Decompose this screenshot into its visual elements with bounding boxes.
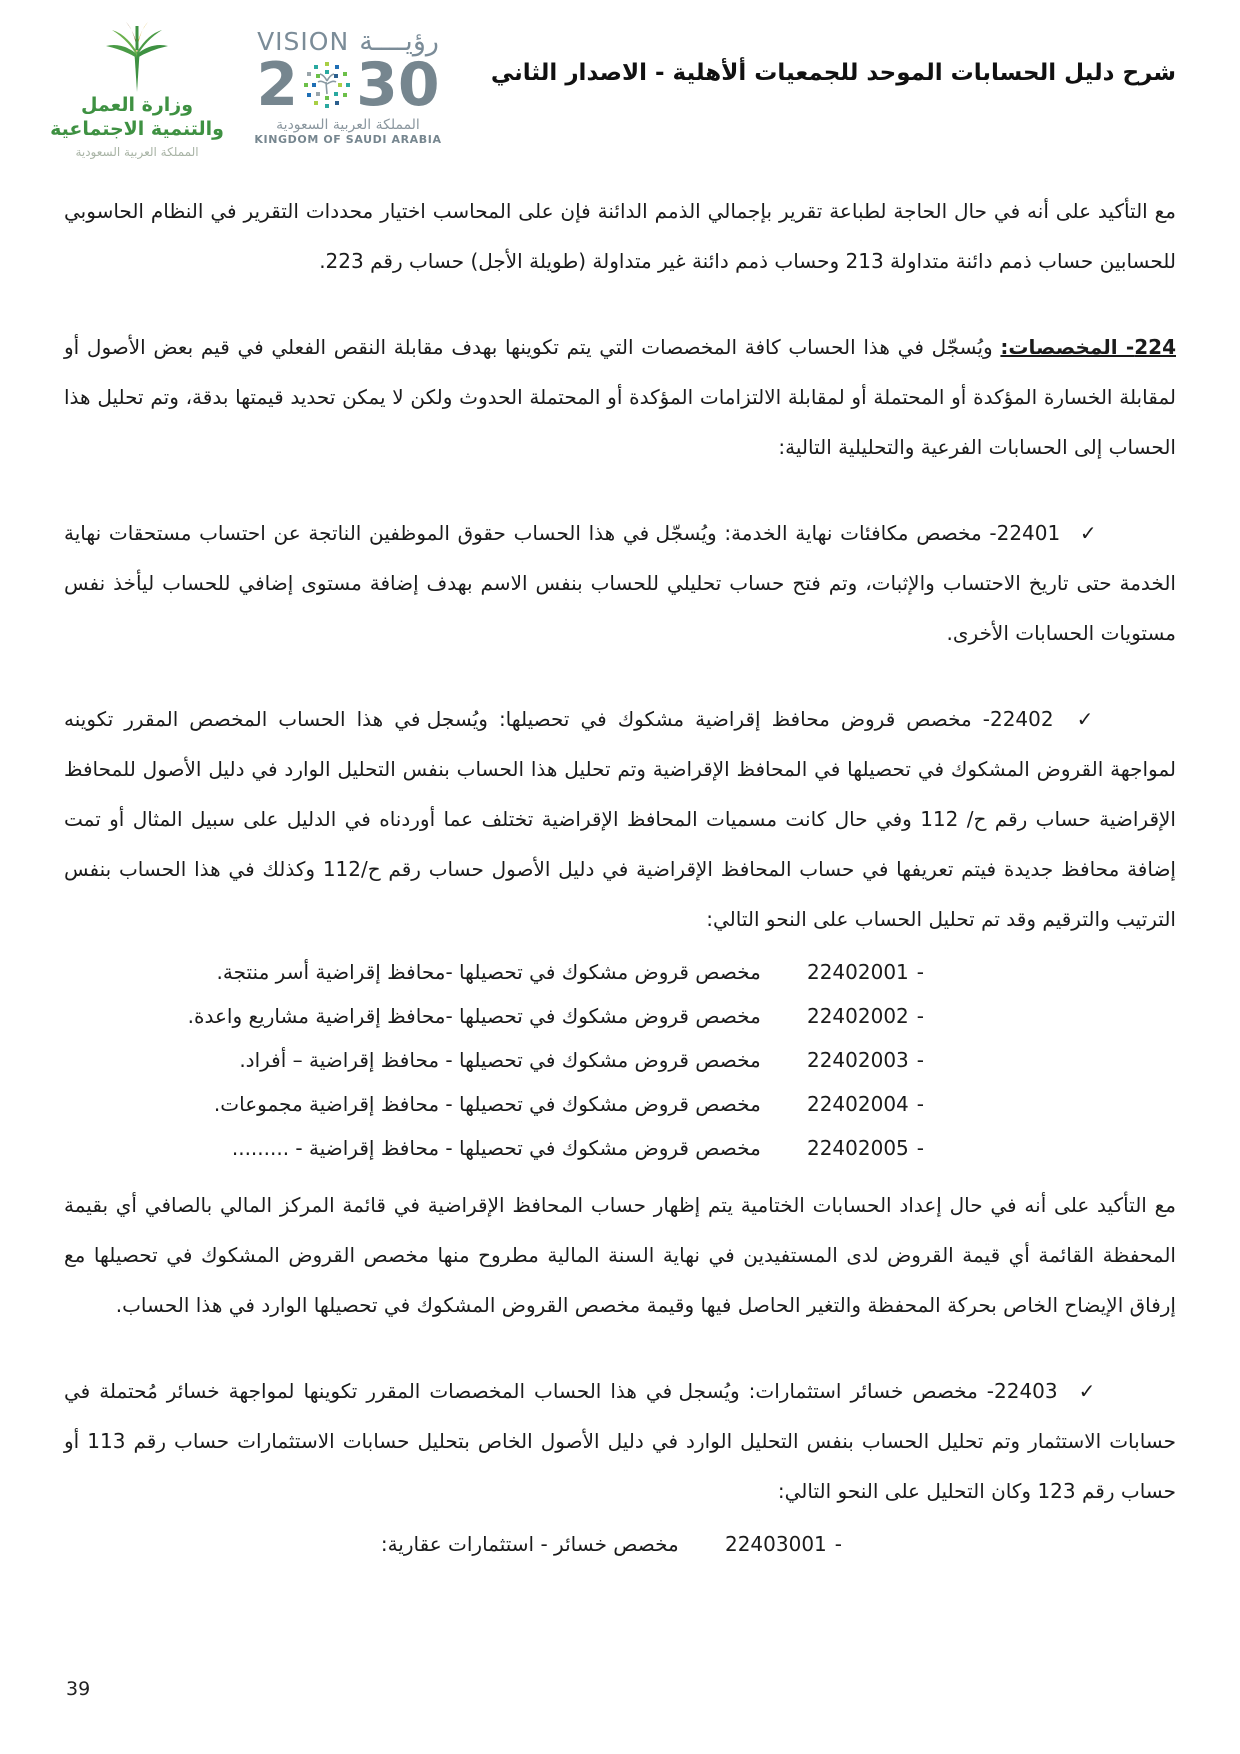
closing-accounts-paragraph: مع التأكيد على أنه في حال إعداد الحسابات الختامية يتم إظهار حساب المحافظ الإقراضية في قائمة المركز المالي بالصافي أي بقيمة المحفظة القائمة أي قيمة القروض لدى المستفيدين في نهاية السنة المالية مطروح منها مخصص القروض المشكوك في تحصيلها مع إرفاق الإيضاح الخاص بحركة المحفظة والتغير الحاصل فيها وقيمة مخصص القروض المشكوك في تحصيلها الوارد في هذا الحساب. [64, 1193, 1176, 1317]
document-body [64, 186, 1176, 1576]
section-224-text: ويُسجّل في هذا الحساب كافة المخصصات التي يتم تكوينها بهدف مقابلة النقص الفعلي في قيم بعض الأصول أو لمقابلة الخسارة المؤكدة أو المحتملة أو لمقابلة الالتزامات المؤكدة أو المحتملة الحدوث ولكن لا يمكن تحديد قيمتها بدقة، وتم تحليل هذا الحساب إلى الحسابات الفرعية والتحليلية التالية: [64, 335, 1176, 459]
vision-2030-logo [238, 26, 458, 146]
account-item-text: ويُسجّل في هذا الحساب حقوق الموظفين الناتجة عن احتساب مستحقات نهاية الخدمة حتى تاريخ الاحتساب والإثبات، وتم فتح حساب تحليلي للحساب بنفس الاسم بهدف إضافة مستوى إضافي للحساب ليأخذ نفس مستويات الحسابات الأخرى. [64, 521, 1176, 645]
sub-account-row [64, 1126, 1176, 1170]
vision-word-ar: رؤيــــة [359, 26, 439, 57]
checkmark-icon: ✓ [1076, 707, 1099, 731]
intro-paragraph: مع التأكيد على أنه في حال الحاجة لطباعة تقرير بإجمالي الذمم الدائنة فإن على المحاسب اختيار محددات التقرير في النظام الحاسوبي للحسابين حساب ذمم دائنة متداولة 213 وحساب ذمم دائنة غير متداولة (طويلة الأجل) حساب رقم 223. [64, 199, 1176, 273]
vision-2030-emblem-icon [300, 58, 354, 112]
document-title: شرح دليل الحسابات الموحد للجمعيات ألأهلية - الاصدار الثاني [490, 60, 1176, 86]
section-224-heading: 224- المخصصات: [1000, 335, 1176, 359]
account-item-text: ويُسجل في هذا الحساب المخصص المقرر تكوينه لمواجهة القروض المشكوك في تحصيلها في المحافظ الإقراضية وتم تحليل هذا الحساب بنفس التحليل الوارد في دليل الأصول للمحافظ الإقراضية حساب رقم ح/ 112 وفي حال كانت مسميات المحافظ الإقراضية تختلف عما أوردناه في الدليل على سبيل المثال أو تمت إضافة محافظ جديدة فيتم تعريفها في حساب المحافظ الإقراضية في دليل الأصول حساب رقم ح/112 وكذلك في هذا الحساب بنفس الترتيب والترقيم وقد تم تحليل الحساب على النحو التالي: [64, 707, 1176, 931]
section-224-paragraph [64, 322, 1176, 472]
sub-account-code: 22402005 [806, 1136, 909, 1160]
sub-account-code: 22402003 [806, 1048, 909, 1072]
account-item-label: 22401- مخصص مكافئات نهاية الخدمة: [724, 521, 1061, 545]
page-number: 39 [66, 1678, 91, 1700]
account-item-label: 22402- مخصص قروض محافظ إقراضية مشكوك في تحصيلها: [498, 707, 1054, 731]
sub-account-row [64, 994, 1176, 1038]
sub-account-row [64, 1082, 1176, 1126]
sub-account-desc: مخصص قروض مشكوك في تحصيلها -محافظ إقراضية أسر منتجة. [216, 960, 761, 984]
sub-account-code: 22403001 [724, 1532, 827, 1556]
sub-account-list-22402 [64, 950, 1176, 1170]
ministry-name-line2: والتنمية الاجتماعية [50, 117, 224, 140]
sub-account-desc: مخصص قروض مشكوك في تحصيلها - محافظ إقراضية – أفراد. [239, 1048, 761, 1072]
vision-country-ar: المملكة العربية السعودية [276, 117, 420, 133]
ministry-logo [42, 20, 232, 159]
sub-account-desc: مخصص خسائر - استثمارات عقارية: [380, 1532, 679, 1556]
page-header [0, 18, 1240, 178]
vision-digit-2: 2 [256, 50, 299, 120]
sub-account-row [64, 950, 1176, 994]
palm-tree-icon [98, 20, 176, 92]
ministry-name-line1: وزارة العمل [80, 94, 194, 116]
dash-bullet: - [916, 960, 924, 984]
ministry-country-line: المملكة العربية السعودية [75, 144, 199, 159]
checkmark-icon: ✓ [1079, 521, 1099, 545]
vision-digits-30: 30 [356, 50, 440, 120]
sub-account-list-22403 [64, 1522, 1176, 1566]
sub-account-code: 22402002 [806, 1004, 909, 1028]
account-item-22403 [64, 1366, 1176, 1516]
vision-country-en: KINGDOM OF SAUDI ARABIA [254, 133, 442, 146]
checkmark-icon: ✓ [1078, 1379, 1098, 1403]
account-item-22401 [64, 508, 1176, 658]
account-item-text: ويُسجل في هذا الحساب المخصصات المقرر تكوينها لمواجهة خسائر مُحتملة في حسابات الاستثمار وتم تحليل الحساب بنفس التحليل الوارد في دليل الأصول الخاص بتحليل حسابات الاستثمارات حساب رقم 113 أو حساب رقم 123 وكان التحليل على النحو التالي: [64, 1379, 1176, 1503]
sub-account-code: 22402001 [806, 960, 909, 984]
dash-bullet: - [916, 1092, 924, 1116]
sub-account-code: 22402004 [806, 1092, 909, 1116]
sub-account-desc: مخصص قروض مشكوك في تحصيلها -محافظ إقراضية مشاريع واعدة. [187, 1004, 761, 1028]
account-item-label: 22403- مخصص خسائر استثمارات: [748, 1379, 1058, 1403]
sub-account-desc: مخصص قروض مشكوك في تحصيلها - محافظ إقراضية مجموعات. [213, 1092, 761, 1116]
dash-bullet: - [916, 1136, 924, 1160]
account-item-22402 [64, 694, 1176, 944]
dash-bullet: - [916, 1048, 924, 1072]
sub-account-row [64, 1038, 1176, 1082]
dash-bullet: - [916, 1004, 924, 1028]
vision-word-en: VISION [257, 27, 350, 56]
sub-account-desc: مخصص قروض مشكوك في تحصيلها - محافظ إقراضية - ......... [231, 1136, 761, 1160]
sub-account-row [64, 1522, 1176, 1566]
dash-bullet: - [834, 1532, 842, 1556]
